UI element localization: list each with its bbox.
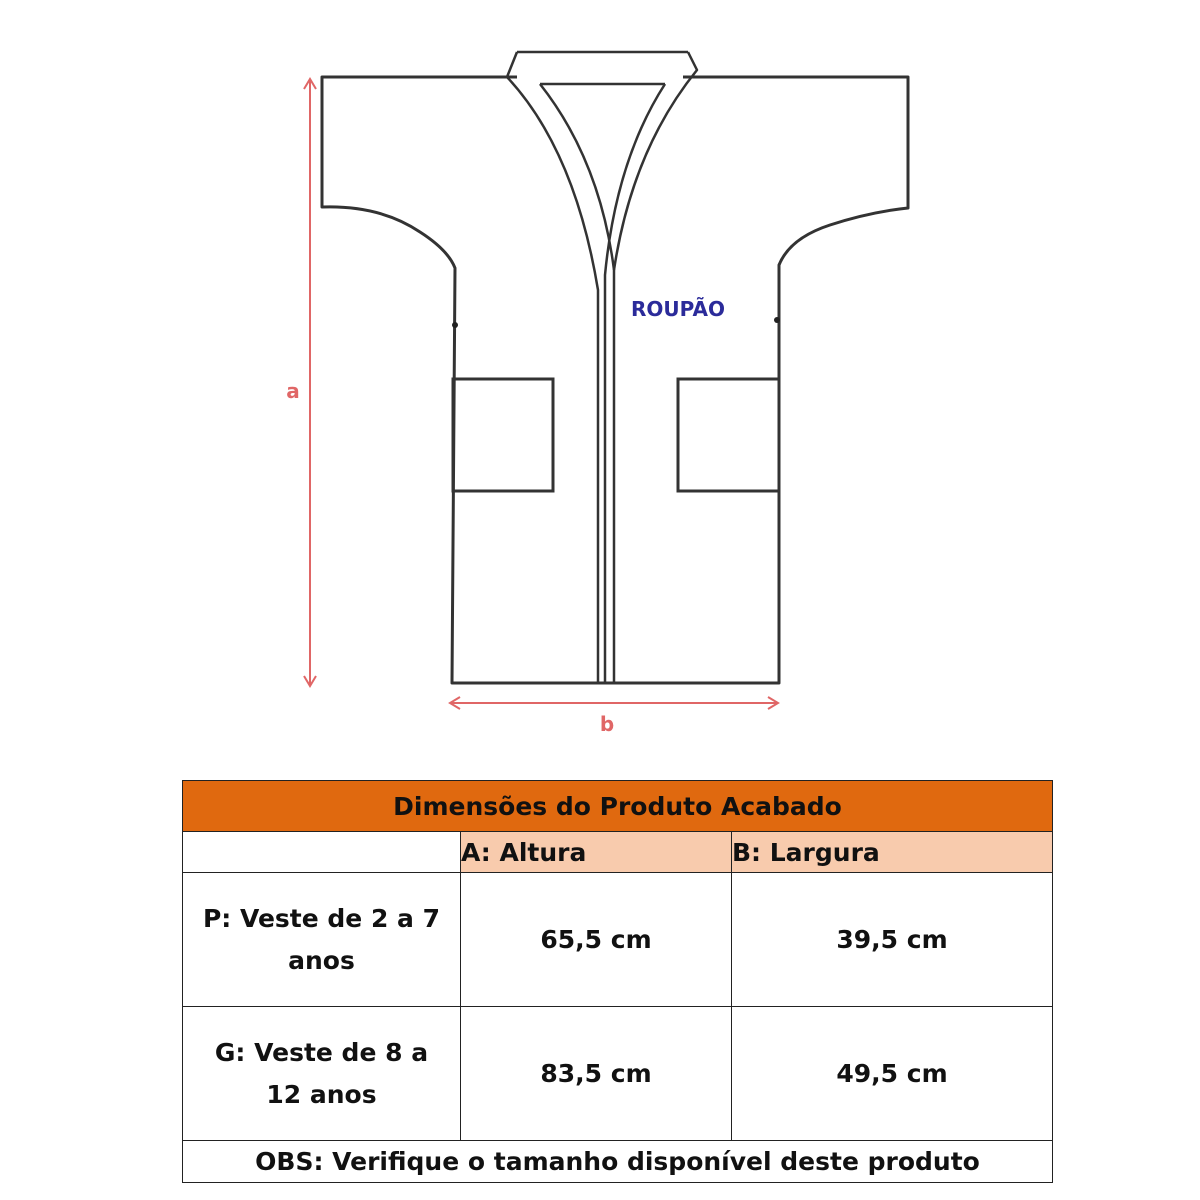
table-note-row [183,1141,1053,1183]
table-header-row [183,832,1053,873]
dimension-b-label: b [599,712,615,736]
largura-value: 39,5 cm [732,873,1053,1007]
header-largura: B: Largura [732,832,1053,873]
left-button [452,322,458,328]
size-label: G: Veste de 8 a 12 anos [183,1007,461,1141]
largura-value: 49,5 cm [732,1007,1053,1141]
dimension-a-line [304,79,316,686]
left-pocket [453,379,553,491]
table-row [183,1007,1053,1141]
right-button [774,317,780,323]
header-altura: A: Altura [461,832,732,873]
table-note: OBS: Verifique o tamanho disponível deste produto [183,1141,1053,1183]
dimension-a-label: a [286,379,300,403]
garment-label: ROUPÃO [631,297,725,321]
dimensions-table [182,780,1053,1183]
table-title: Dimensões do Produto Acabado [183,781,1053,832]
table-row [183,873,1053,1007]
dimension-b-line [450,697,778,709]
table-title-row [183,781,1053,832]
right-pocket [678,379,779,491]
header-empty-cell [183,832,461,873]
altura-value: 83,5 cm [461,1007,732,1141]
altura-value: 65,5 cm [461,873,732,1007]
robe-collar [507,52,697,683]
size-label: P: Veste de 2 a 7 anos [183,873,461,1007]
